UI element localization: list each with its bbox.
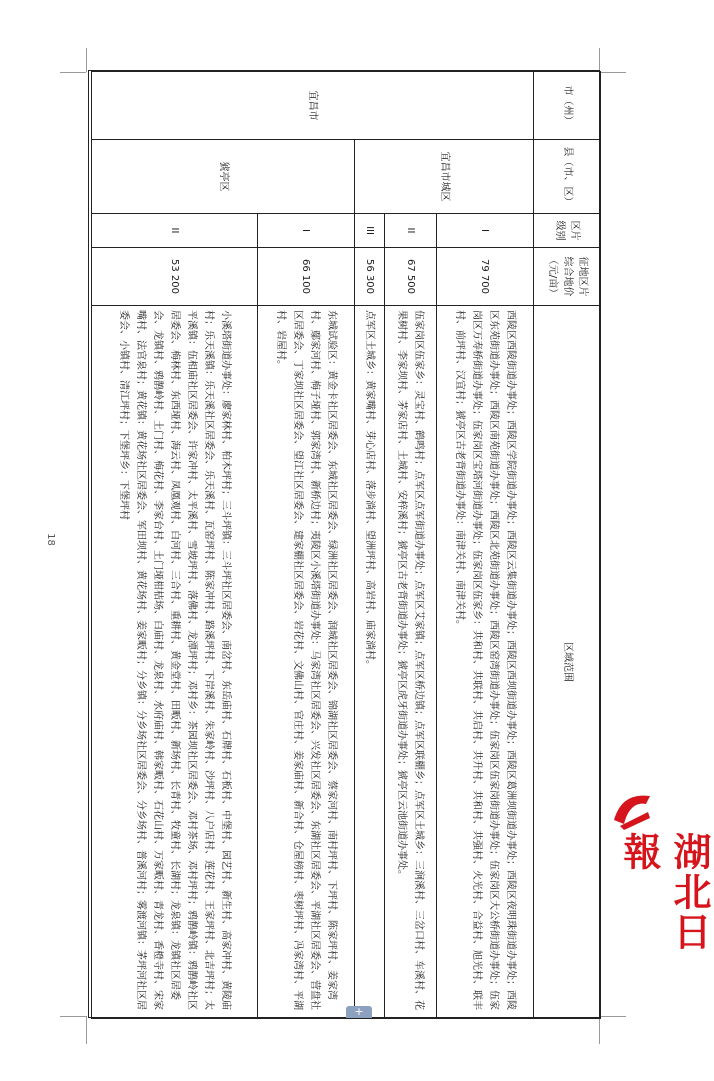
range-cell: 西陵区西陵街道办事处；西陵区学院街道办事处；西陵区云集街道办事处；西陵区西坝街道办事处；西陵区葛洲坝街道办事处；西陵区夜明珠街道办事处；西陵区东苑街道办事处；西陵区南苑街道办事处；西陵区北苑街道办事处；西陵区窑湾街道办事处；伍家岗区伍家岗街道办事处；伍家岗区大公桥街道办事处；伍家岗区万寿桥街道办事处；伍家岗区宝塔河街道办事处；伍家岗区伍家乡：共和村、共联村、共启村、共升村、共和村、共强村、火光村、合益村、旭光村、联丰村、前坪村、汉宜村；猇亭区古老背街道办事处：南津关村、南津关村。 bbox=[436, 306, 534, 1019]
header-price: 征地区片综合地价（元/亩） bbox=[534, 248, 601, 306]
price-cell: 79 700 bbox=[436, 248, 534, 306]
page-scroll-tab[interactable]: + bbox=[346, 1006, 372, 1018]
crop-mark bbox=[60, 1016, 86, 1017]
header-grade: 区片级别 bbox=[534, 214, 601, 248]
city-cell: 宜昌市 bbox=[92, 72, 534, 140]
header-county: 县（市、区） bbox=[534, 140, 601, 214]
crop-mark bbox=[599, 48, 600, 72]
table-row bbox=[92, 72, 258, 1019]
table-row bbox=[384, 72, 436, 1019]
crop-mark bbox=[600, 72, 626, 73]
price-cell: 66 100 bbox=[257, 248, 355, 306]
price-cell: 56 300 bbox=[355, 248, 384, 306]
range-cell: 点军区土城乡：黄家嘴村、芽心店村、落步淌村、望洲坪村、高岩村、庙家淌村。 bbox=[355, 306, 384, 1019]
county-cell: 猇亭区 bbox=[92, 140, 355, 214]
rotated-table-container bbox=[89, 71, 601, 1019]
crop-mark bbox=[60, 72, 86, 73]
table-header-row bbox=[534, 72, 601, 1019]
county-cell: 宜昌市城区 bbox=[355, 140, 534, 214]
table-row bbox=[355, 72, 384, 1019]
newspaper-watermark bbox=[606, 790, 712, 990]
table-row bbox=[436, 72, 534, 1019]
grade-cell: II bbox=[92, 214, 258, 248]
header-range: 区域范围 bbox=[534, 306, 601, 1019]
crop-mark bbox=[86, 48, 87, 72]
grade-cell: I bbox=[436, 214, 534, 248]
watermark-text: 湖北日報 bbox=[617, 832, 712, 952]
grade-cell: I bbox=[257, 214, 355, 248]
range-cell: 小溪塔街道办事处：廖家林村、柏木坪村；三斗坪镇：三斗坪社区居委会、南岔村、东岳庙村、石牌村、石板村、中堡村、园艺村、新生村、高家冲村、黄陵庙村；乐天溪镇：乐天溪社区居委会、乐天溪村、瓦窑坪村、陈家冲村、路溪坪村、下岸溪村、朱家岭村、沙坪村、八户店村、莲花村、王家坪村、北吉坪村；太平溪镇：伍相庙社区居委会、许家冲村、太平溪村、雪坡坪村、落佛村、龙潭坪村；邓村乡：茶园坝社区居委会、邓村茶场、邓村坪村；鸦鹊岭镇：鸦鹊岭社区居委会、梅林村、东西垭村、海云村、凤凰观村、白河村、三合村、重耕村、黄金堂村、田畈村、新场村、长青村、牧童村、长湖村；龙泉镇：龙镇社区居委会、龙镇村、鸦鹊岭村、土门村、梅花村、李家台村、土门垭柑桔场、白庙村、龙泉村、水府庙村、韩家畈村、石花山村、万家畈村、青龙村、香橙寺村、宋家嘴村、法官泉村；黄花镇：黄花场社区居委会、军田坝村、黄花场村、姜家畈村；分乡镇：分乡场社区居委会、分乡场村、普溪河村；雾渡河镇：茅坪河社区居委会、小镇村、清江坪村；下堡坪乡：下堡坪村 bbox=[92, 306, 258, 1019]
crop-mark bbox=[86, 1016, 87, 1044]
newspaper-logo-icon bbox=[610, 790, 654, 830]
table-row bbox=[257, 72, 355, 1019]
crop-mark bbox=[599, 1016, 600, 1044]
range-cell: 伍家岗区伍家乡：灵宝村、鹤鸣村；点军区点军街道办事处；点军区艾家镇；点军区桥边镇；点军区联棚乡；点军区土城乡：三涧溪村、三岔口村、车溪村、花果树村、李家坝村、茅家店村、土城村、安梓溪村；猇亭区古老背街道办事处；猇亭区虎牙街道办事处；猇亭区云池街道办事处。 bbox=[384, 306, 436, 1019]
range-cell: 东城试验区：黄金卡社区居委会、东城社区居委会、绿洲社区居委会、润城社区居委会、锦湖社区居委会、蔡家河村、南村坪村、下坪村、陈家坪村、姜家湾村、鄢家河村、梅子垭村、郭家湾村、新桥边村；夷陵区小溪塔街道办事处：马家湾社区居委会、兴发社区居委会、东湖社区居委会、平湖社区居委会、营盘社区居委会、丁家坝社区居委会、望江社区居委会、建家棚社区居委会、岩花村、文佛山村、官庄村、姜家庙村、新合村、仓屋榜村、枣树坪村、冯家湾村、平湖村、岩屋村。 bbox=[257, 306, 355, 1019]
land-price-table bbox=[91, 71, 601, 1019]
grade-cell: II bbox=[384, 214, 436, 248]
land-price-table-frame bbox=[88, 70, 600, 1018]
header-city: 市（州） bbox=[534, 72, 601, 140]
crop-mark bbox=[600, 1016, 626, 1017]
price-cell: 67 500 bbox=[384, 248, 436, 306]
grade-cell: III bbox=[355, 214, 384, 248]
page-number: 18 bbox=[44, 533, 56, 546]
price-cell: 53 200 bbox=[92, 248, 258, 306]
